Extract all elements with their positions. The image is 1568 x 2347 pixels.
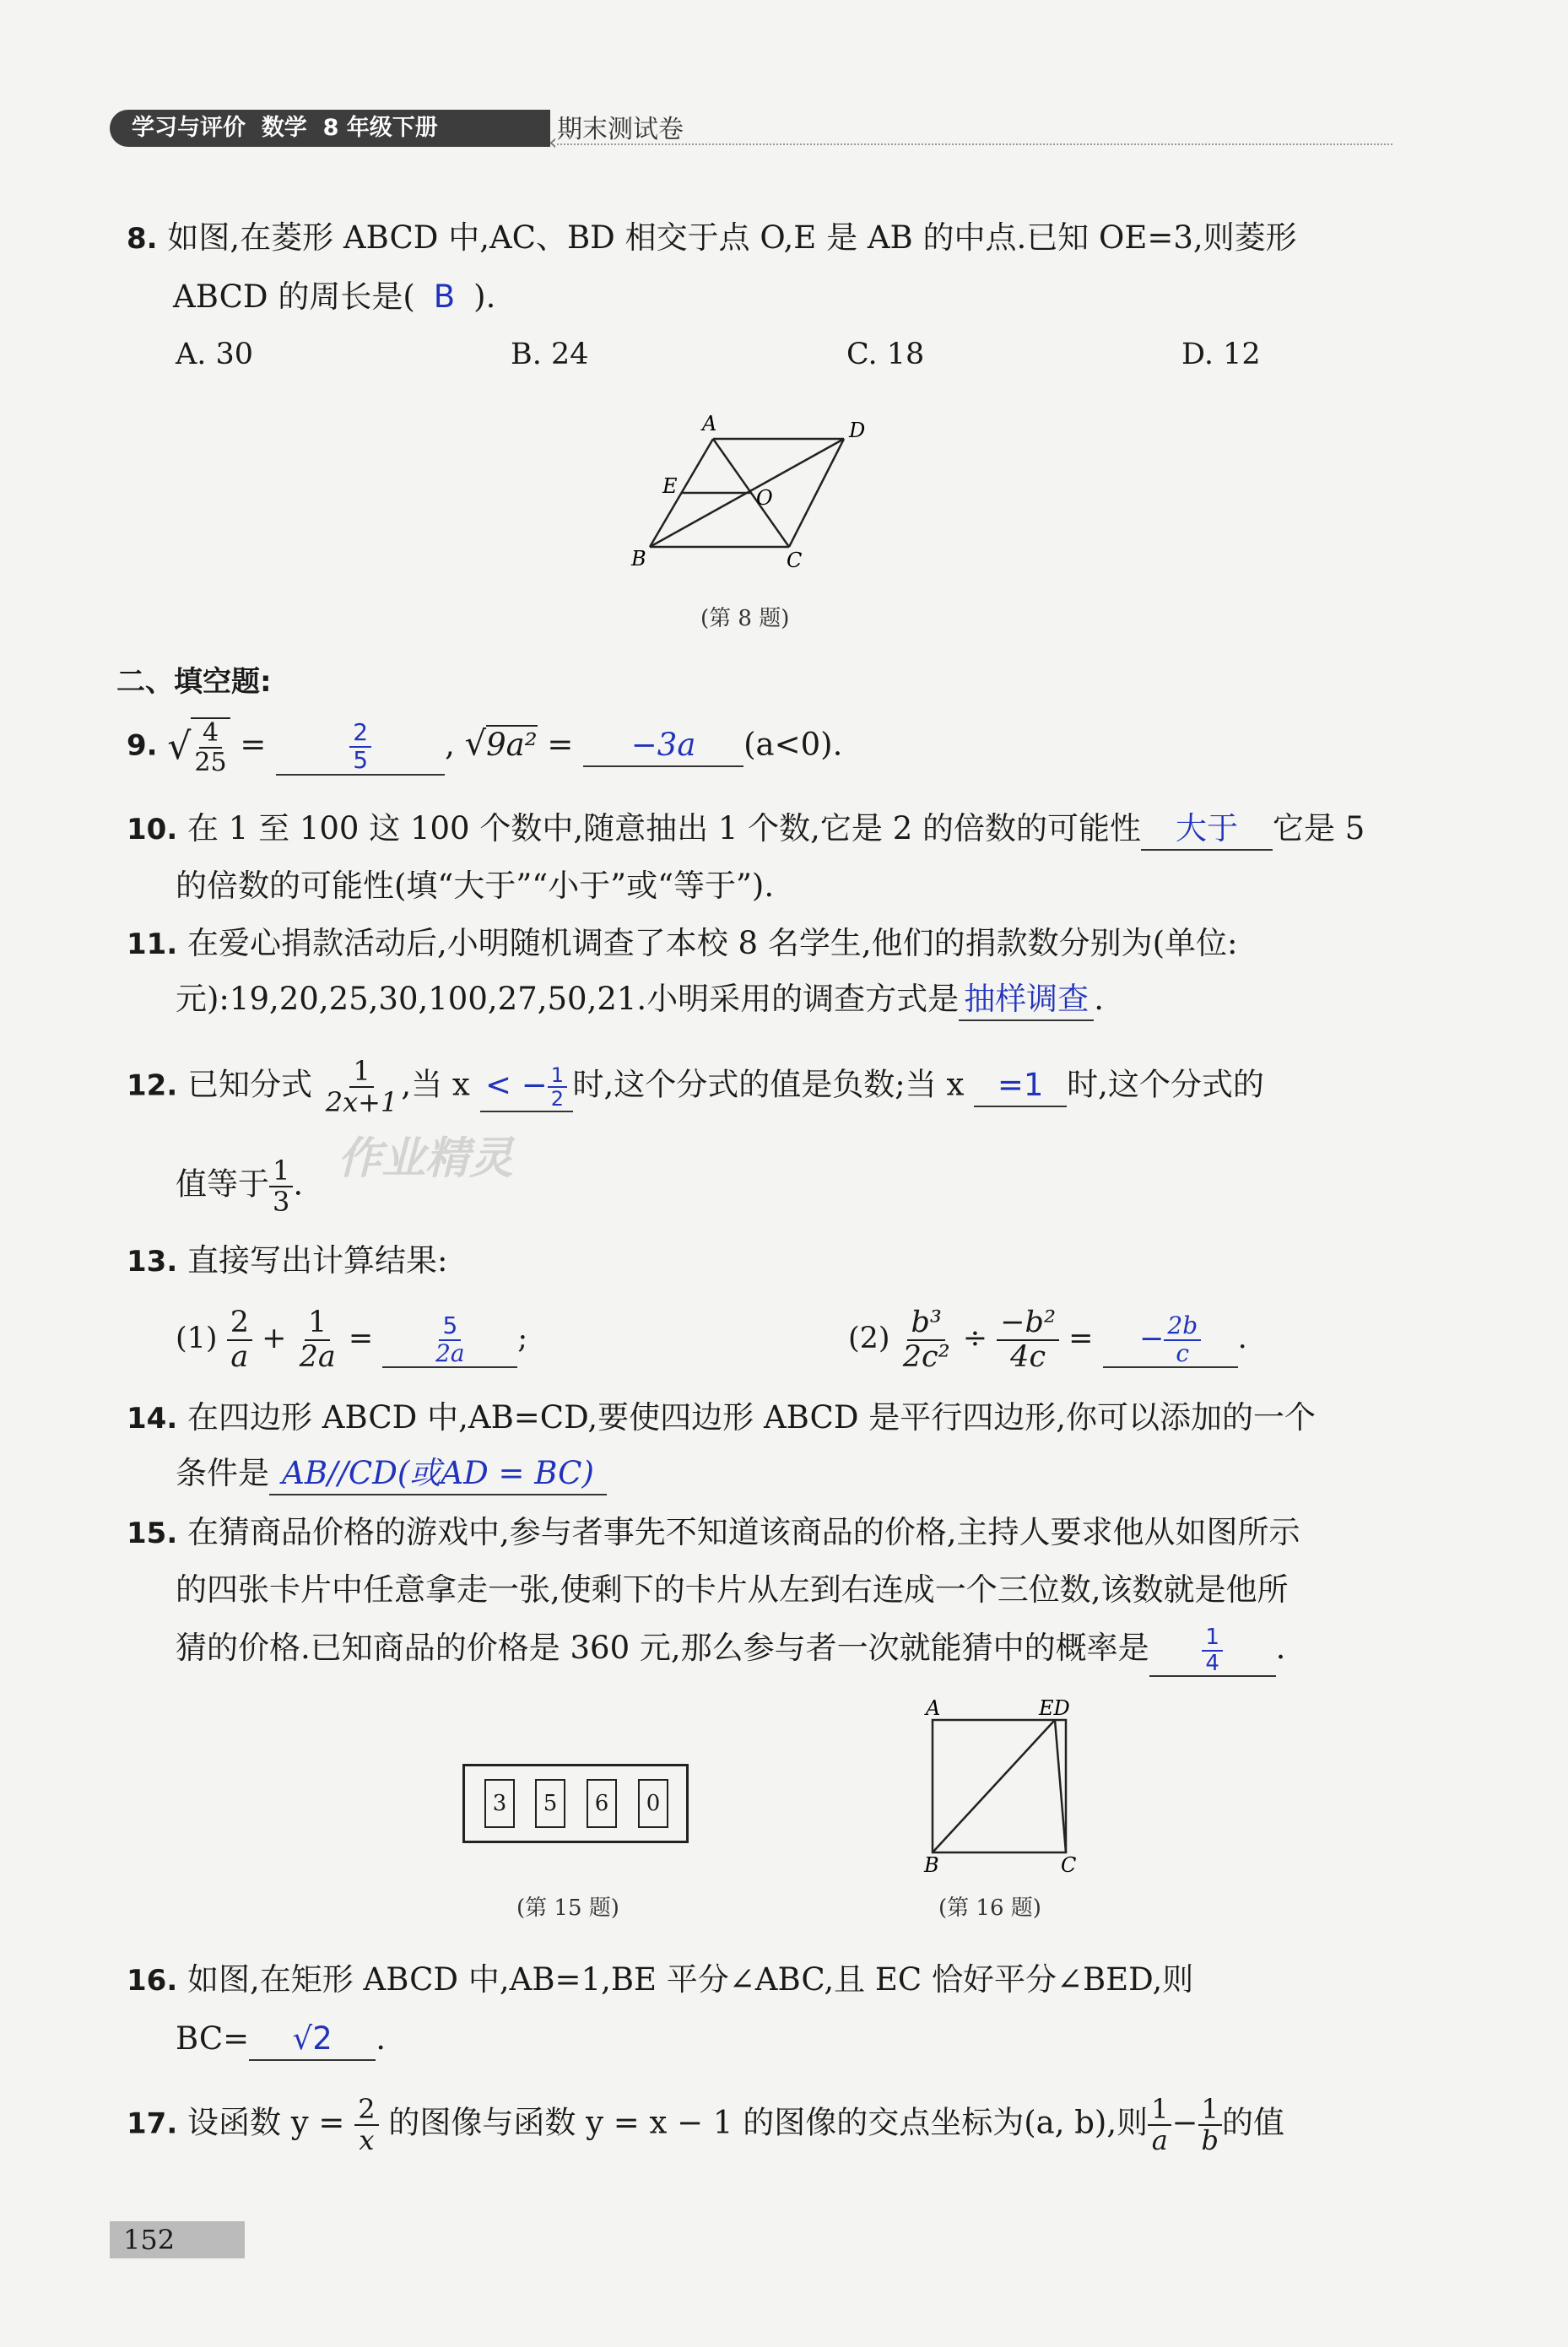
question-text: 如图,在矩形 ABCD 中,AB=1,BE 平分∠ABC,且 EC 恰好平分∠BED,则	[187, 1961, 1194, 1998]
answer-blank	[583, 725, 743, 767]
answer-fraction	[432, 1313, 468, 1367]
answer-blank	[480, 1064, 573, 1112]
denominator: 5	[353, 746, 369, 774]
denominator: 2	[550, 1087, 565, 1111]
section-heading: 二、填空题:	[116, 665, 272, 699]
page-number: 152	[123, 2224, 176, 2256]
separator: ,	[445, 726, 455, 763]
label-c: C	[787, 549, 803, 572]
card: 3	[484, 1779, 515, 1828]
answer: AB//CD(或AD = BC)	[282, 1455, 594, 1491]
denominator: 2a	[299, 1339, 336, 1374]
equals: =	[348, 1322, 374, 1355]
label-ed: ED	[1039, 1696, 1070, 1720]
figure-8-caption: (第 8 题)	[700, 606, 790, 631]
question-text: ).	[473, 279, 496, 315]
fraction	[227, 1306, 252, 1373]
grade: 8 年级下册	[322, 115, 438, 141]
answer-blank	[382, 1313, 517, 1369]
sqrt-icon: √	[464, 724, 487, 764]
punctuation: .	[376, 2020, 386, 2057]
question-text: 在猜商品价格的游戏中,参与者事先不知道该商品的价格,主持人要求他从如图所示	[187, 1514, 1300, 1550]
fraction	[1148, 2095, 1171, 2155]
question-15-line2: 的四张卡片中任意拿走一张,使剩下的卡片从左到右连成一个三位数,该数就是他所	[176, 1571, 1289, 1608]
answer-fraction	[1164, 1313, 1201, 1367]
question-text: 在爱心捐款活动后,小明随机调查了本校 8 名学生,他们的捐款数分别为(单位:	[187, 925, 1238, 961]
question-12-line2	[176, 1156, 303, 1217]
punctuation: .	[1094, 981, 1104, 1017]
question-10-line2: 的倍数的可能性(填“大于”“小于”或“等于”).	[176, 868, 775, 904]
question-number: 11.	[127, 927, 178, 961]
question-8-line1	[127, 218, 1297, 259]
fraction	[191, 717, 230, 776]
question-number: 17.	[127, 2106, 178, 2141]
answer-blank	[1149, 1625, 1276, 1677]
denominator: a	[1151, 2124, 1168, 2157]
numerator: 1	[305, 1306, 330, 1341]
question-11-line2	[176, 979, 1104, 1021]
operator: +	[262, 1322, 287, 1355]
question-text: 元):19,20,25,30,100,27,50,21.小明采用的调查方式是	[176, 981, 960, 1017]
answer: √2	[292, 2020, 333, 2057]
label-c: C	[1061, 1853, 1077, 1874]
rectangle-abcd	[933, 1720, 1066, 1852]
operator: −	[1171, 2104, 1198, 2141]
question-text: 的值	[1221, 2104, 1284, 2141]
question-text: 在四边形 ABCD 中,AB=CD,要使四边形 ABCD 是平行四边形,你可以添加的一个	[187, 1399, 1317, 1436]
segment-be	[933, 1720, 1055, 1852]
fraction	[322, 1057, 402, 1117]
question-15-line3	[176, 1625, 1285, 1677]
option-c: C. 18	[846, 338, 925, 371]
denominator: x	[359, 2124, 375, 2157]
answer-blank	[269, 1453, 607, 1495]
question-text: 时,这个分式的	[1067, 1066, 1264, 1103]
numerator: 1	[1148, 2095, 1171, 2126]
numerator: 1	[269, 1156, 293, 1187]
answer-prefix: −	[1139, 1322, 1165, 1355]
figure-16-caption: (第 16 题)	[938, 1895, 1041, 1921]
denominator: c	[1176, 1338, 1190, 1367]
fraction	[1198, 2095, 1221, 2155]
answer-fraction	[548, 1064, 567, 1111]
book-title: 学习与评价	[132, 115, 246, 141]
header-bar	[110, 110, 550, 147]
part-label: (1)	[176, 1322, 218, 1355]
card: 6	[587, 1779, 617, 1828]
answer: =1	[997, 1066, 1044, 1103]
answer-blank	[974, 1065, 1067, 1107]
answer: 大于	[1176, 810, 1238, 846]
label-e: E	[662, 474, 678, 498]
label-b: B	[631, 547, 646, 571]
denominator: a	[230, 1339, 249, 1374]
card: 0	[638, 1779, 668, 1828]
option-b: B. 24	[511, 338, 589, 371]
answer-blank	[276, 720, 445, 776]
punctuation: .	[1275, 1630, 1286, 1667]
denominator: 4c	[1010, 1339, 1046, 1374]
denominator: 2c²	[902, 1339, 950, 1374]
label-b: B	[924, 1853, 939, 1874]
answer: 抽样调查	[964, 981, 1089, 1017]
question-17	[127, 2095, 1284, 2155]
figure-15-caption: (第 15 题)	[516, 1895, 619, 1921]
question-text: 条件是	[176, 1455, 269, 1491]
question-text: 已知分式	[187, 1066, 312, 1103]
numerator: −b²	[997, 1306, 1059, 1341]
section-title: 期末测试卷	[557, 115, 684, 144]
question-15-line1	[127, 1512, 1300, 1554]
numerator: 2	[227, 1306, 252, 1341]
question-12-line1	[127, 1057, 1264, 1117]
answer-fraction	[1202, 1625, 1223, 1675]
question-number: 12.	[127, 1068, 178, 1103]
denominator: 25	[194, 748, 227, 777]
label-d: D	[849, 419, 866, 442]
answer-prefix: < −	[484, 1066, 548, 1103]
question-16-line2	[176, 2019, 386, 2061]
question-13-title	[127, 1241, 447, 1282]
numerator: 2b	[1164, 1313, 1201, 1341]
numerator: b³	[907, 1306, 944, 1341]
option-a: A. 30	[176, 338, 254, 371]
answer-blank	[249, 2019, 376, 2061]
question-text: ABCD 的周长是(	[173, 279, 415, 315]
question-number: 9.	[127, 728, 158, 763]
segment-ec	[1055, 1720, 1066, 1852]
answer-blank	[1141, 808, 1273, 851]
punctuation: .	[293, 1165, 304, 1203]
numerator: 2	[349, 720, 371, 748]
answer-blank	[1103, 1313, 1238, 1369]
fraction	[269, 1156, 293, 1217]
question-number: 10.	[127, 813, 178, 846]
question-text: 在 1 至 100 这 100 个数中,随意抽出 1 个数,它是 2 的倍数的可能性	[187, 810, 1141, 846]
sqrt-icon: √	[167, 725, 192, 768]
operator: ÷	[962, 1322, 988, 1355]
question-number: 16.	[127, 1964, 178, 1998]
header-divider	[557, 143, 1392, 145]
punctuation: ;	[517, 1322, 528, 1355]
question-13-part1	[176, 1306, 527, 1373]
rectangle-figure	[916, 1696, 1101, 1874]
numerator: 1	[548, 1064, 567, 1088]
question-text: 如图,在菱形 ABCD 中,AC、BD 相交于点 O,E 是 AB 的中点.已知 OE=3,则菱形	[167, 219, 1297, 256]
answer: −3a	[630, 726, 696, 763]
equals: =	[1068, 1322, 1094, 1355]
question-16-line1	[127, 1960, 1193, 2001]
question-text: 值等于	[176, 1165, 269, 1203]
fraction	[354, 2095, 378, 2155]
fraction	[997, 1306, 1059, 1373]
question-text: 设函数 y =	[187, 2104, 345, 2141]
question-text: BC=	[176, 2020, 250, 2057]
rhombus-figure	[624, 405, 878, 574]
numerator: 1	[1198, 2095, 1222, 2126]
condition: (a<0).	[743, 726, 843, 763]
question-number: 14.	[127, 1402, 178, 1436]
question-13-part2	[848, 1306, 1247, 1373]
question-9: 9. √ $\frac{4}{25}$ = $\frac{2}{5}$ , √9a² = −3a (a<0).	[127, 718, 843, 777]
denominator: 3	[273, 1186, 290, 1219]
label-a: A	[926, 1696, 941, 1720]
question-number: 15.	[127, 1517, 178, 1550]
question-14-line1	[127, 1398, 1316, 1439]
question-text: ,当 x	[401, 1066, 470, 1103]
label-a: A	[702, 412, 717, 435]
numerator: 4	[199, 719, 222, 749]
fraction	[900, 1306, 954, 1373]
question-text: 直接写出计算结果:	[187, 1242, 448, 1279]
watermark: 作业精灵	[338, 1133, 514, 1184]
question-number: 13.	[127, 1245, 178, 1279]
option-d: D. 12	[1181, 338, 1261, 371]
question-number: 8.	[127, 222, 158, 256]
part-label: (2)	[848, 1322, 890, 1355]
question-text: 的图像与函数 y = x − 1 的图像的交点坐标为(a, b),则	[388, 2104, 1149, 2141]
numerator: 2	[354, 2095, 378, 2126]
question-11-line1	[127, 923, 1238, 965]
question-text: 猜的价格.已知商品的价格是 360 元,那么参与者一次就能猜中的概率是	[176, 1630, 1149, 1667]
denominator: 2a	[435, 1338, 465, 1367]
answer: B	[433, 279, 456, 315]
answer-blank	[959, 979, 1094, 1021]
denominator: 4	[1205, 1650, 1219, 1676]
numerator: 5	[439, 1313, 461, 1341]
denominator: 2x+1	[325, 1086, 398, 1119]
numerator: 1	[349, 1057, 373, 1088]
subject: 数学	[261, 115, 307, 141]
answer-fraction	[349, 720, 371, 774]
label-o: O	[756, 486, 773, 510]
card: 5	[535, 1779, 565, 1828]
question-14-line2	[176, 1453, 607, 1495]
radicand: 9a²	[486, 726, 538, 763]
punctuation: .	[1237, 1322, 1247, 1355]
question-10-line1	[127, 808, 1365, 851]
chevron-left-icon: ‹	[549, 130, 558, 155]
question-text: 它是 5	[1273, 810, 1365, 846]
numerator: 1	[1202, 1625, 1223, 1652]
question-8-line2	[173, 277, 495, 317]
question-text: 时,这个分式的值是负数;当 x	[572, 1066, 965, 1103]
fraction	[296, 1306, 339, 1373]
denominator: b	[1201, 2124, 1219, 2157]
